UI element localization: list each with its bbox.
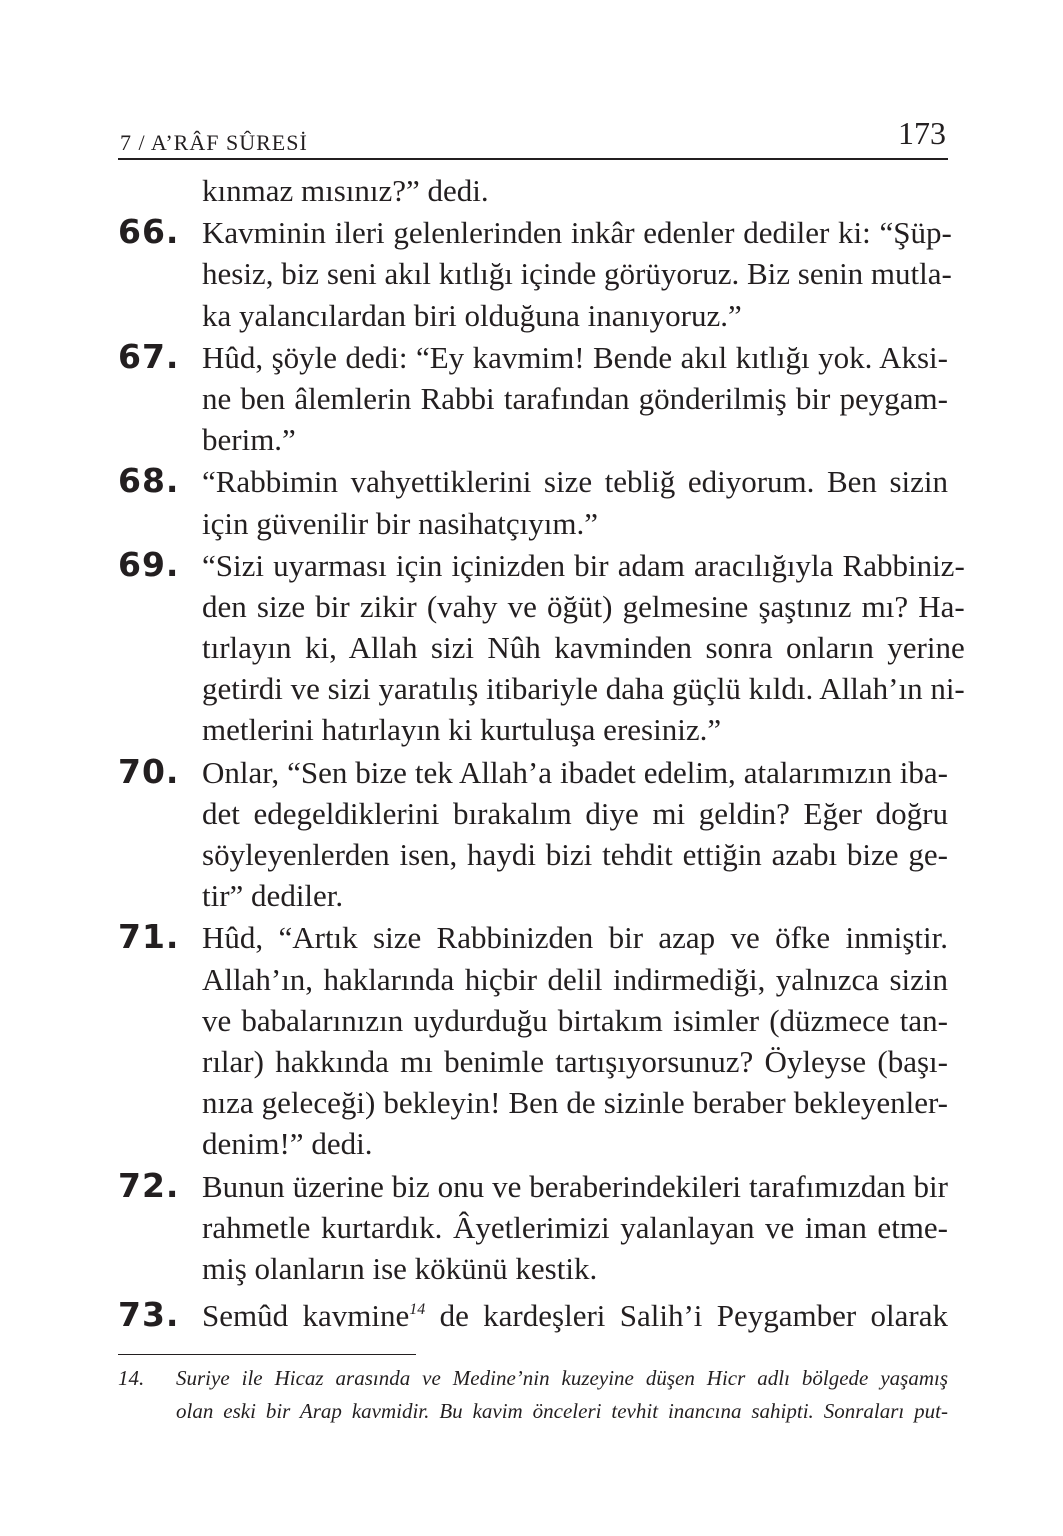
verse-69 xyxy=(118,544,965,751)
verse-number: 73. xyxy=(118,1295,180,1335)
text-line: det edegeldiklerini bırakalım diye mi geldin? Eğer doğru xyxy=(202,795,948,831)
text-segment: Semûd kavmine xyxy=(202,1298,410,1334)
footnote-divider xyxy=(118,1354,416,1355)
text-line: Hûd, “Artık size Rabbinizden bir azap ve öfke inmiştir. xyxy=(202,920,948,956)
page-body xyxy=(118,170,965,1335)
footnote-14 xyxy=(118,1362,948,1428)
verse-text xyxy=(202,337,948,461)
verse-71 xyxy=(118,916,948,1164)
verse-text xyxy=(202,917,948,1164)
text-line: tir” dediler. xyxy=(202,878,344,914)
verse-70 xyxy=(118,751,948,917)
running-title: 7 / A’RÂF SÛRESİ xyxy=(120,130,308,155)
verse-66 xyxy=(118,211,952,336)
text-line: rahmetle kurtardık. Âyetlerimizi yalanlayan ve iman etme- xyxy=(202,1209,948,1245)
verse-text xyxy=(202,752,948,917)
footnote-reference[interactable]: 14 xyxy=(409,1301,426,1319)
text-line: getirdi ve sizi yaratılış itibariyle daha güçlü kıldı. Allah’ın ni- xyxy=(202,671,965,707)
text-line: “Sizi uyarması için içinizden bir adam aracılığıyla Rabbiniz- xyxy=(202,547,965,583)
text-line: söyleyenlerden isen, haydi bizi tehdit ettiğin azabı bize ge- xyxy=(202,837,948,872)
verse-text xyxy=(202,1289,949,1334)
text-line: Kavminin ileri gelenlerinden inkâr edenler dediler ki: “Şüp- xyxy=(202,215,952,251)
text-line: nıza geleceği) bekleyin! Ben de sizinle beraber bekleyenler- xyxy=(202,1085,948,1121)
text-line: Suriye ile Hicaz arasında ve Medine’nin kuzeyine düşen Hicr adlı bölgede yaşamış xyxy=(176,1366,948,1390)
verse-73 xyxy=(118,1289,948,1335)
verse-number: 71. xyxy=(118,917,180,957)
verse-number: 72. xyxy=(118,1165,180,1205)
text-line: Bunun üzerine biz onu ve beraberindekileri tarafımızdan bir xyxy=(202,1168,948,1204)
text-line xyxy=(202,1289,949,1334)
text-line: ka yalancılardan biri olduğuna inanıyoruz.” xyxy=(202,297,742,333)
verse-68 xyxy=(118,460,948,543)
verse-number: 67. xyxy=(118,336,180,376)
text-line: berim.” xyxy=(202,422,296,458)
verse-number: 70. xyxy=(118,751,180,791)
text-line: Allah’ın, haklarında hiçbir delil indirmediği, yalnızca sizin xyxy=(202,961,948,997)
text-line: için güvenilir bir nasihatçıyım.” xyxy=(202,505,599,541)
text-segment: de kardeşleri Salih’i Peygamber olarak xyxy=(425,1298,949,1334)
text-line: metlerini hatırlayın ki kurtuluşa eresiniz.” xyxy=(202,712,722,748)
verse-text xyxy=(202,545,965,751)
text-line: Onlar, “Sen bize tek Allah’a ibadet edelim, atalarımızın iba- xyxy=(202,754,948,790)
verse-text xyxy=(202,212,952,336)
text-line: “Rabbimin vahyettiklerini size tebliğ ediyorum. Ben sizin xyxy=(202,464,948,500)
footnote-text xyxy=(176,1362,948,1428)
text-line: ne ben âlemlerin Rabbi tarafından gönderilmiş bir peygam- xyxy=(202,380,948,416)
text-line: den size bir zikir (vahy ve öğüt) gelmesine şaştınız mı? Ha- xyxy=(202,588,965,624)
text-line: ve babalarınızın uydurduğu birtakım isimler (düzmece tan- xyxy=(202,1002,948,1038)
text-line: olan eski bir Arap kavmidir. Bu kavim önceleri tevhit inancına sahipti. Sonraları put- xyxy=(176,1399,948,1423)
verse-text xyxy=(202,1166,948,1290)
footnote-number: 14. xyxy=(118,1366,145,1390)
text-line: miş olanların ise kökünü kestik. xyxy=(202,1250,598,1286)
verse-text xyxy=(202,461,948,543)
text-line: denim!” dedi. xyxy=(202,1126,373,1162)
text-line: Hûd, şöyle dedi: “Ey kavmim! Bende akıl kıtlığı yok. Aksi- xyxy=(202,339,948,375)
text-line: kınmaz mısınız?” dedi. xyxy=(202,173,489,208)
text-line: hesiz, biz seni akıl kıtlığı içinde görüyoruz. Biz senin mutla- xyxy=(202,256,952,292)
text-line: rılar) hakkında mı benimle tartışıyorsunuz? Öyleyse (başı- xyxy=(202,1043,948,1079)
page-number: 173 xyxy=(898,115,946,151)
verse-number: 69. xyxy=(118,544,180,584)
verse-number: 66. xyxy=(118,212,180,252)
verse-67 xyxy=(118,336,948,461)
continuation-text xyxy=(118,170,948,211)
page-header xyxy=(118,112,948,160)
verse-number: 68. xyxy=(118,461,180,501)
text-line: tırlayın ki, Allah sizi Nûh kavminden sonra onların yerine xyxy=(202,630,965,666)
verse-72 xyxy=(118,1165,948,1290)
